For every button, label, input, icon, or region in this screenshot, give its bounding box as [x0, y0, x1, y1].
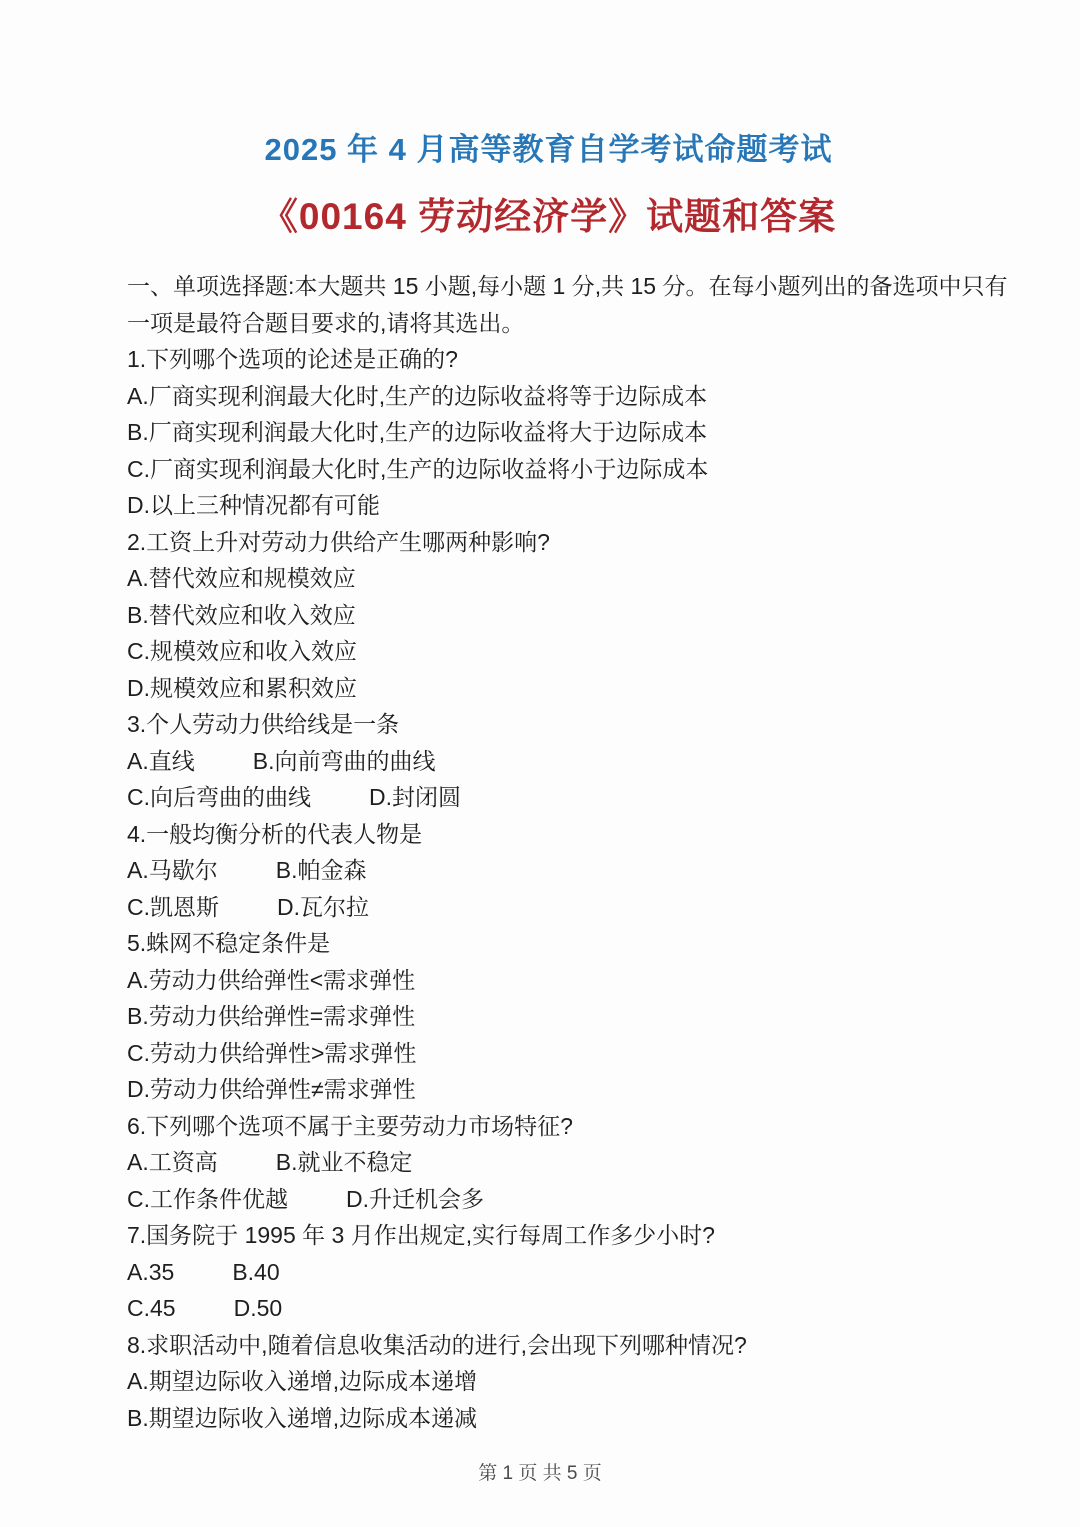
- option-c: C.工作条件优越: [127, 1185, 288, 1212]
- question-5: [127, 925, 970, 1108]
- question-6: [127, 1108, 970, 1218]
- option-line: [127, 889, 970, 926]
- option-b: B.就业不稳定: [275, 1149, 413, 1175]
- option-line: [127, 1290, 970, 1327]
- option-c: C.凯恩斯: [127, 893, 219, 920]
- option-c: C.45: [127, 1295, 176, 1321]
- option-d: D.规模效应和累积效应: [127, 674, 357, 701]
- option-d: D.50: [233, 1295, 283, 1321]
- option-b: B.劳动力供给弹性=需求弹性: [127, 1003, 416, 1029]
- option-a: A.35: [127, 1258, 175, 1285]
- option-line: [127, 1363, 970, 1400]
- question-stem: 3.个人劳动力供给线是一条: [127, 711, 400, 737]
- question-stem: 5.蛛网不稳定条件是: [127, 930, 331, 956]
- option-line: [127, 560, 970, 597]
- option-line: [127, 670, 970, 707]
- question-4: [127, 816, 970, 926]
- option-a: A.期望边际收入递增,边际成本递增: [127, 1368, 478, 1394]
- option-line: [127, 998, 970, 1035]
- option-a: A.厂商实现利润最大化时,生产的边际收益将等于边际成本: [127, 382, 708, 409]
- option-line: [127, 1400, 970, 1437]
- option-a: A.直线: [127, 747, 195, 774]
- option-line: [127, 1181, 970, 1218]
- option-line: [127, 633, 970, 670]
- question-2: [127, 524, 970, 707]
- option-d: D.劳动力供给弹性≠需求弹性: [127, 1076, 416, 1102]
- question-stem: 8.求职活动中,随着信息收集活动的进行,会出现下列哪种情况?: [127, 1331, 747, 1358]
- section-instructions-line-1: 一、单项选择题:本大题共 15 小题,每小题 1 分,共 15 分。在每小题列出的备选项中只有: [127, 273, 1008, 299]
- option-b: B.40: [232, 1258, 280, 1285]
- option-line: [127, 962, 970, 999]
- option-d: D.升迁机会多: [346, 1185, 484, 1212]
- question-7: [127, 1217, 970, 1327]
- option-c: C.向后弯曲的曲线: [127, 784, 311, 810]
- option-c: C.劳动力供给弹性>需求弹性: [127, 1039, 417, 1066]
- option-line: [127, 1144, 970, 1181]
- question-stem: 2.工资上升对劳动力供给产生哪两种影响?: [127, 528, 550, 555]
- option-b: B.替代效应和收入效应: [127, 601, 356, 628]
- exam-course-title: 《00164 劳动经济学》试题和答案: [260, 196, 837, 237]
- option-line: [127, 597, 970, 634]
- page-number-footer: 第 1 页 共 5 页: [478, 1463, 602, 1484]
- option-line: [127, 487, 970, 524]
- option-d: D.封闭圆: [369, 784, 461, 810]
- question-3: [127, 706, 970, 816]
- option-line: [127, 852, 970, 889]
- option-line: [127, 451, 970, 488]
- question-8: [127, 1327, 970, 1437]
- option-line: [127, 743, 970, 780]
- option-c: C.厂商实现利润最大化时,生产的边际收益将小于边际成本: [127, 455, 709, 482]
- option-line: [127, 378, 970, 415]
- option-line: [127, 779, 970, 816]
- option-a: A.替代效应和规模效应: [127, 565, 356, 591]
- exam-body: [127, 268, 1008, 1436]
- question-stem: 7.国务院于 1995 年 3 月作出规定,实行每周工作多少小时?: [127, 1222, 715, 1248]
- option-a: A.马歇尔: [127, 857, 218, 883]
- question-1: [127, 341, 970, 524]
- option-b: B.向前弯曲的曲线: [252, 747, 436, 774]
- option-d: D.以上三种情况都有可能: [127, 492, 380, 518]
- question-stem: 6.下列哪个选项不属于主要劳动力市场特征?: [127, 1112, 573, 1139]
- exam-session-title: 2025 年 4 月高等教育自学考试命题考试: [264, 132, 833, 167]
- option-d: D.瓦尔拉: [277, 893, 369, 920]
- option-c: C.规模效应和收入效应: [127, 638, 357, 664]
- option-b: B.帕金森: [275, 857, 367, 883]
- option-line: [127, 414, 970, 451]
- option-b: B.厂商实现利润最大化时,生产的边际收益将大于边际成本: [127, 419, 708, 445]
- option-line: [127, 1071, 970, 1108]
- question-stem: 4.一般均衡分析的代表人物是: [127, 820, 423, 847]
- option-a: A.工资高: [127, 1149, 218, 1175]
- option-a: A.劳动力供给弹性<需求弹性: [127, 966, 416, 993]
- section-instructions-line-2: 一项是最符合题目要求的,请将其选出。: [127, 309, 525, 336]
- option-line: [127, 1035, 970, 1072]
- option-line: [127, 1254, 970, 1291]
- question-stem: 1.下列哪个选项的论述是正确的?: [127, 346, 458, 372]
- option-b: B.期望边际收入递增,边际成本递减: [127, 1404, 478, 1431]
